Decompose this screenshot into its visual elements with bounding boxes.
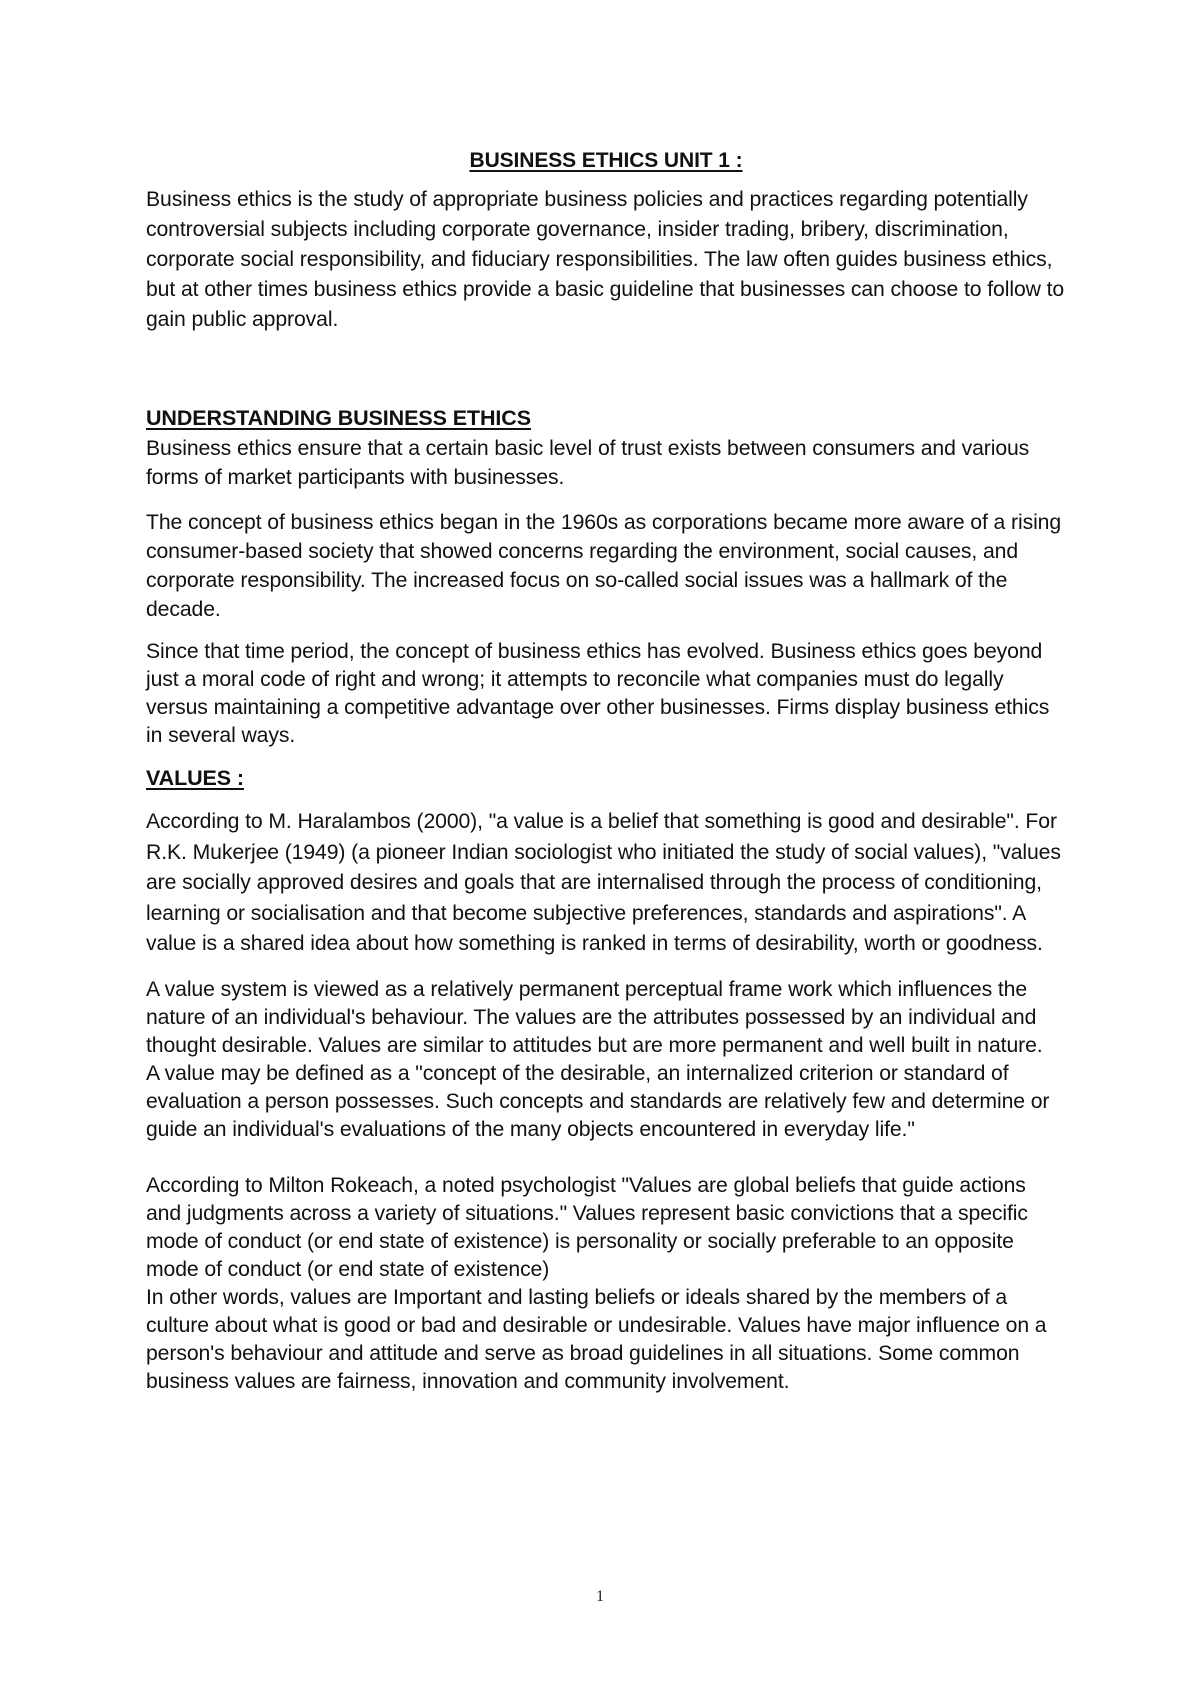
since-paragraph: Since that time period, the concept of business ethics has evolved. Business ethics goes beyond just a moral code of right and wrong; it attempts to reconcile what companies must do legally versus maintaining a competitive advantage over other businesses. Firms display business ethics in several ways. [146,640,1050,747]
understanding-heading: UNDERSTANDING BUSINESS ETHICS [146,406,531,430]
other-words-paragraph: In other words, values are Important and lasting beliefs or ideals shared by the members of a culture about what is good or bad and desirable or undesirable. Values have major influence on a person's behaviour and attitude and serve as broad guidelines in all situations. Some common business values are fairness, innovation and community involvement. [146,1285,1047,1393]
value-defined-paragraph: A value may be defined as a "concept of the desirable, an internalized criterion or standard of evaluation a person possesses. Such concepts and standards are relatively few and determine or guide an individual's evaluations of the many objects encountered in everyday life." [146,1061,1050,1141]
page-number: 1 [596,1588,604,1605]
haralambos-paragraph: According to M. Haralambos (2000), "a value is a belief that something is good and desirable". For R.K. Mukerjee (1949) (a pioneer Indian sociologist who initiated the study of social values), "values are socially approved desires and goals that are internalised through the process of conditioning, learning or socialisation and that become subjective preferences, standards and aspirations". A value is a shared idea about how something is ranked in terms of desirability, worth or goodness. [146,810,1061,955]
document-body [146,146,1066,1396]
rokeach-paragraph: According to Milton Rokeach, a noted psychologist "Values are global beliefs that guide actions and judgments across a variety of situations." Values represent basic convictions that a specific mode of conduct (or end state of existence) is personality or socially preferable to an opposite mode of conduct (or end state of existence) [146,1173,1028,1281]
document-title: BUSINESS ETHICS UNIT 1 : [469,149,743,172]
concept-paragraph: The concept of business ethics began in the 1960s as corporations became more aware of a rising consumer-based society that showed concerns regarding the environment, social causes, and corporate responsibility. The increased focus on so-called social issues was a hallmark of the decade. [146,511,1062,621]
intro-paragraph: Business ethics is the study of appropriate business policies and practices regarding potentially controversial subjects including corporate governance, insider trading, bribery, discrimination, corporate social responsibility, and fiduciary responsibilities. The law often guides business ethics, but at other times business ethics provide a basic guideline that businesses can choose to follow to gain public approval. [146,188,1065,331]
value-system-paragraph: A value system is viewed as a relatively permanent perceptual frame work which influences the nature of an individual's behaviour. The values are the attributes possessed by an individual and thought desirable. Values are similar to attitudes but are more permanent and well built in nature. [146,977,1043,1057]
understanding-paragraph: Business ethics ensure that a certain basic level of trust exists between consumers and various forms of market participants with businesses. [146,437,1030,489]
values-heading: VALUES : [146,766,244,790]
